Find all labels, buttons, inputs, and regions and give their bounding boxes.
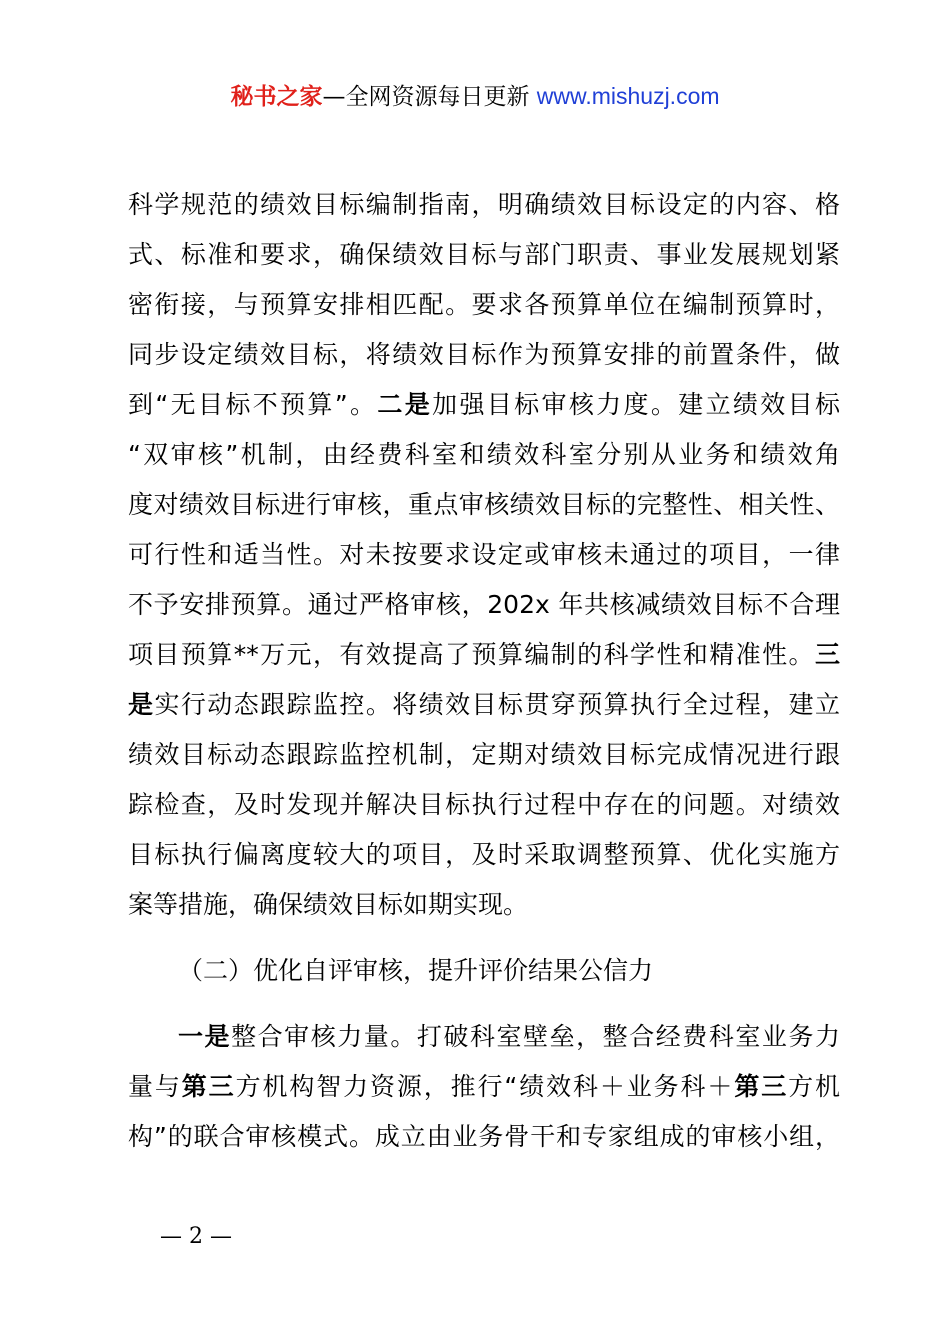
text-run: 项目预算**万元，有效提高了预算编制的科学性和精准性。 bbox=[128, 640, 815, 669]
paragraph-performance-targets bbox=[128, 180, 840, 930]
text-line bbox=[128, 1012, 840, 1062]
text-line: 构”的联合审核模式。成立由业务骨干和专家组成的审核小组， bbox=[128, 1122, 840, 1151]
banner-brand: 秘书之家 bbox=[230, 84, 323, 110]
document-body bbox=[128, 180, 840, 1162]
site-banner bbox=[0, 80, 950, 113]
text-line: 密衔接，与预算安排相匹配。要求各预算单位在编制预算时， bbox=[128, 290, 840, 319]
text-run: 方机 bbox=[788, 1072, 840, 1101]
text-line: “双审核”机制，由经费科室和绩效科室分别从业务和绩效角 bbox=[128, 440, 840, 469]
text-run: 加强目标审核力度。建立绩效目标 bbox=[432, 390, 840, 419]
banner-url-link[interactable]: www.mishuzj.com bbox=[536, 83, 720, 109]
text-line: 目标执行偏离度较大的项目，及时采取调整预算、优化实施方 bbox=[128, 840, 840, 869]
text-run: 方机构智力资源，推行“绩效科＋业务科＋ bbox=[235, 1072, 735, 1101]
bold-run: 三 bbox=[814, 640, 840, 669]
text-line: 式、标准和要求，确保绩效目标与部门职责、事业发展规划紧 bbox=[128, 240, 840, 269]
text-line: 度对绩效目标进行审核，重点审核绩效目标的完整性、相关性、 bbox=[128, 490, 840, 519]
paragraph-spacer bbox=[128, 996, 840, 1012]
text-line bbox=[128, 1062, 840, 1112]
text-line: 绩效目标动态跟踪监控机制，定期对绩效目标完成情况进行跟 bbox=[128, 740, 840, 769]
text-run: 量与 bbox=[128, 1072, 182, 1101]
text-run: 到“无目标不预算”。 bbox=[128, 390, 378, 419]
text-line: 同步设定绩效目标，将绩效目标作为预算安排的前置条件，做 bbox=[128, 340, 840, 369]
text-line bbox=[128, 380, 840, 430]
bold-run: 第三 bbox=[734, 1072, 789, 1101]
text-line: 踪检查，及时发现并解决目标执行过程中存在的问题。对绩效 bbox=[128, 790, 840, 819]
paragraph-review-integration bbox=[128, 1012, 840, 1162]
bold-run: 一是 bbox=[178, 1022, 232, 1051]
banner-slogan: —全网资源每日更新 bbox=[322, 84, 530, 110]
text-line: 可行性和适当性。对未按要求设定或审核未通过的项目，一律 bbox=[128, 540, 840, 569]
text-run: 整合审核力量。打破科室壁垒，整合经费科室业务力 bbox=[231, 1022, 840, 1051]
bold-run: 是 bbox=[128, 690, 155, 719]
text-line: 科学规范的绩效目标编制指南，明确绩效目标设定的内容、格 bbox=[128, 190, 840, 219]
paragraph-spacer bbox=[128, 930, 840, 946]
bold-run: 第三 bbox=[181, 1072, 236, 1101]
text-line bbox=[128, 630, 840, 680]
text-line bbox=[128, 680, 840, 730]
text-line: 案等措施，确保绩效目标如期实现。 bbox=[128, 890, 529, 919]
text-line: 不予安排预算。通过严格审核，202x 年共核减绩效目标不合理 bbox=[128, 590, 840, 619]
bold-run: 二是 bbox=[377, 390, 433, 419]
text-run: 实行动态跟踪监控。将绩效目标贯穿预算执行全过程，建立 bbox=[154, 690, 840, 719]
section-heading: （二）优化自评审核，提升评价结果公信力 bbox=[178, 956, 654, 985]
page-number: — 2 — bbox=[160, 1224, 232, 1249]
